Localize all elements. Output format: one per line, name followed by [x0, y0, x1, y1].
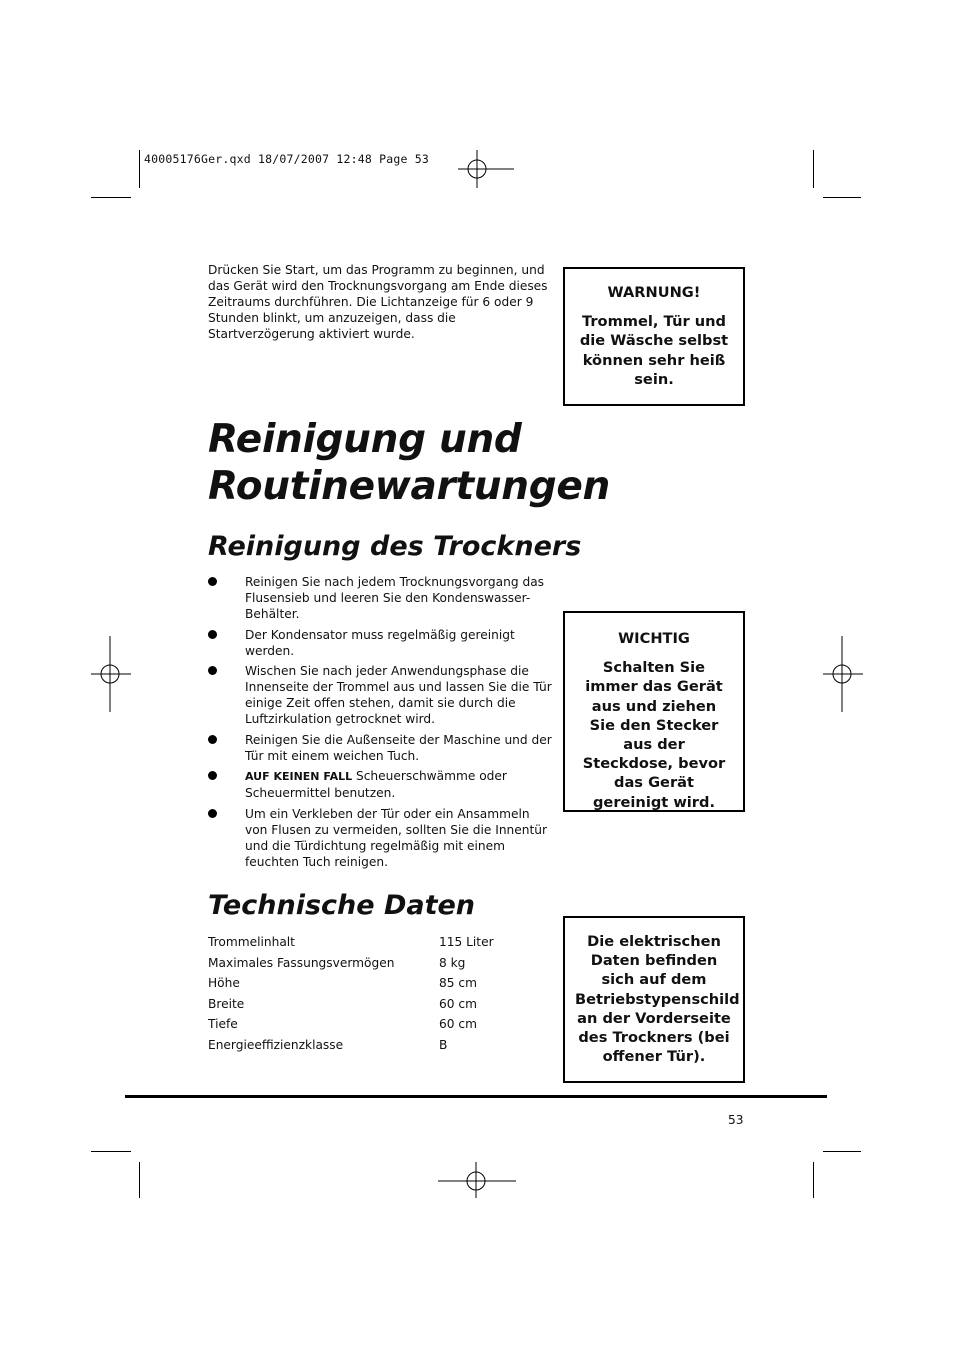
list-item: Reinigen Sie nach jedem Trocknungsvorgang das Flusensieb und leeren Sie den Kondenswasser-Behälter.: [208, 574, 553, 622]
bullet-icon: [208, 735, 217, 744]
important-text: Schalten Sie immer das Gerät aus und ziehen Sie den Stecker aus der Steckdose, bevor das Gerät gereinigt wird.: [582, 659, 726, 811]
electrical-info-box: [563, 916, 745, 1083]
registration-mark-right: [823, 636, 863, 712]
list-item: Der Kondensator muss regelmäßig gereinigt werden.: [208, 627, 553, 659]
table-row: Trommelinhalt 115 Liter: [208, 935, 494, 949]
bullet-icon: [208, 771, 217, 780]
list-item: Reinigen Sie die Außenseite der Maschine und der Tür mit einem weichen Tuch.: [208, 732, 553, 764]
warning-text: Trommel, Tür und die Wäsche selbst können sehr heiß sein.: [579, 313, 729, 388]
page-title-line-2: Routinewartungen: [208, 464, 610, 509]
print-slug: 40005176Ger.qxd 18/07/2007 12:48 Page 53: [144, 152, 429, 166]
table-row: Maximales Fassungsvermögen 8 kg: [208, 955, 466, 970]
registration-mark-top: [458, 150, 514, 190]
section-title-cleaning: Reinigung des Trockners: [208, 531, 582, 562]
table-row: Energieeffizienzklasse B: [208, 1037, 448, 1052]
registration-mark-bottom: [438, 1162, 516, 1198]
table-row: Breite 60 cm: [208, 996, 477, 1011]
table-row: Tiefe 60 cm: [208, 1017, 477, 1032]
warning-box: [563, 267, 745, 406]
table-row: Höhe 85 cm: [208, 976, 477, 991]
registration-mark-left: [91, 636, 131, 712]
section-title-specs: Technische Daten: [208, 890, 476, 921]
page-title: [208, 416, 768, 510]
bullet-icon: [208, 577, 217, 586]
cleaning-bullet-list: [208, 574, 553, 874]
electrical-info-text: Die elektrischen Daten befinden sich auf dem Betriebstypenschild an der Vorderseite des Trockners (bei offener Tür).: [575, 933, 740, 1066]
specs-table: [208, 934, 528, 1058]
bullet-icon: [208, 666, 217, 675]
important-heading: WICHTIG: [618, 630, 690, 647]
page-title-line-1: Reinigung und: [208, 417, 522, 462]
important-box: [563, 611, 745, 812]
bullet-icon: [208, 630, 217, 639]
warning-heading: WARNUNG!: [607, 284, 701, 301]
footer-rule: [125, 1095, 827, 1098]
intro-paragraph: Drücken Sie Start, um das Programm zu beginnen, und das Gerät wird den Trocknungsvorgang am Ende dieses Zeitraums durchführen. Die Lichtanzeige für 6 oder 9 Stunden blinkt, um anzuzeigen, dass die Startverzögerung aktiviert wurde.: [208, 263, 548, 341]
list-item: Wischen Sie nach jeder Anwendungsphase die Innenseite der Trommel aus und lassen Sie die Tür einige Zeit offen stehen, damit sie durch die Luftzirkulation getrocknet wird.: [208, 663, 553, 727]
page-number: 53: [728, 1113, 744, 1127]
list-item: AUF KEINEN FALL Scheuerschwämme oder Scheuermittel benutzen.: [208, 768, 553, 801]
list-item: Um ein Verkleben der Tür oder ein Ansammeln von Flusen zu vermeiden, sollten Sie die Innentür und die Türdichtung regelmäßig mit einem feuchten Tuch reinigen.: [208, 806, 553, 870]
bullet-icon: [208, 809, 217, 818]
